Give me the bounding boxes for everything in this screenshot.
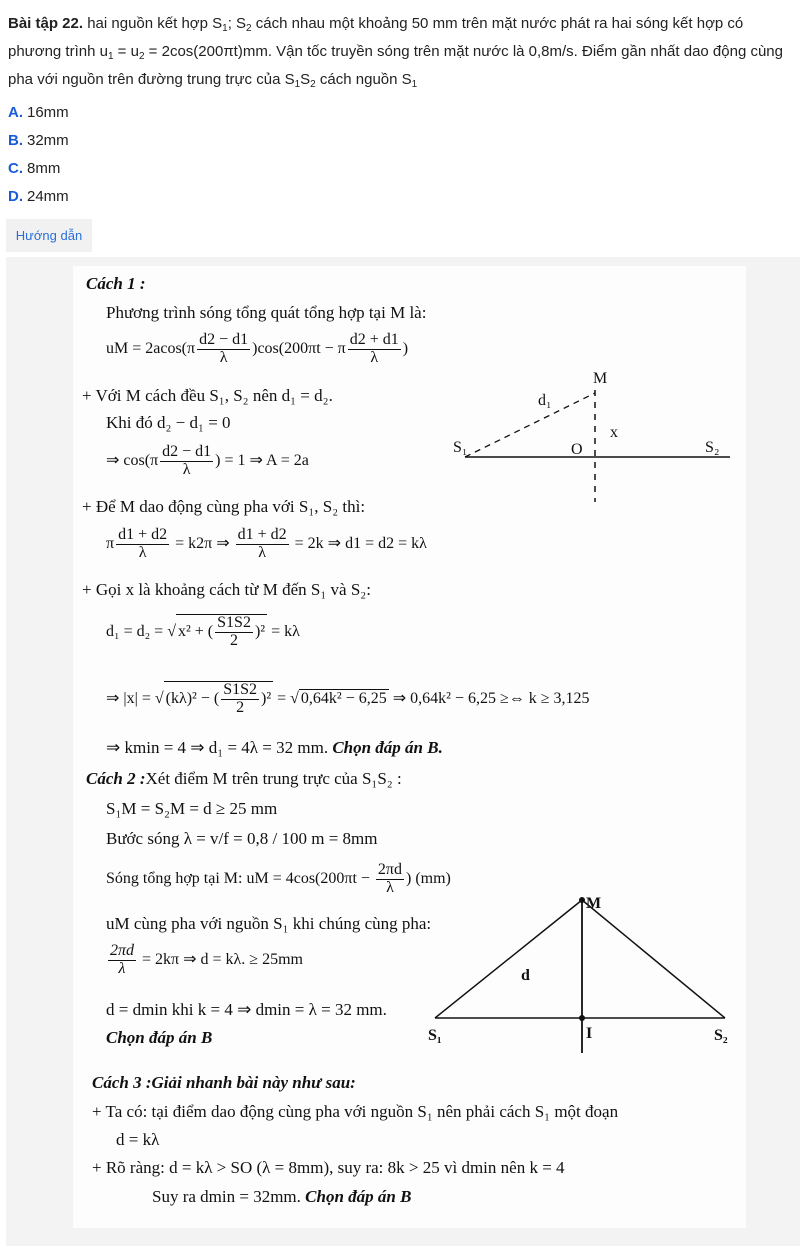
- side-s2m: [582, 900, 725, 1018]
- method2-line4: uM cùng pha với nguồn S₁ khi chúng cùng pha:: [106, 914, 432, 933]
- label-d: d: [521, 967, 530, 984]
- method2-line3: Sóng tổng hợp tại M: uM = 4cos(200πt − $\frac{2\pi d}{\lambda}$ ) (mm): [106, 861, 451, 896]
- method1-result: ⇒ kmin = 4 ⇒ d₁ = 4λ = 32 mm. Chọn đáp án B.: [106, 738, 443, 757]
- label-S2: S₂: [714, 1027, 728, 1044]
- method1-line3: + Với M cách đều S₁, S₂ nên d₁ = d₂.: [82, 386, 333, 405]
- method2-answer: Chọn đáp án B: [106, 1028, 213, 1047]
- method1-line4: Khi đó d₂ − d₁ = 0: [106, 413, 231, 432]
- method2-line1: S₁M = S₂M = d ≥ 25 mm: [106, 799, 278, 818]
- method3-line1: + Ta có: tại điểm dao động cùng pha với nguồn S₁ nên phải cách S₁ một đoạn: [92, 1102, 619, 1121]
- option-d[interactable]: D. 24mm: [8, 188, 69, 205]
- method2-line6: d = dmin khi k = 4 ⇒ dmin = λ = 32 mm.: [106, 1000, 387, 1019]
- diagram-method1: [440, 360, 740, 510]
- label-S1: S₁: [453, 439, 468, 456]
- guide-button[interactable]: Hướng dẫn: [6, 219, 92, 252]
- method1-line8: + Gọi x là khoảng cách từ M đến S₁ và S₂:: [82, 580, 371, 599]
- method1-line10: ⇒ |x| = √ (kλ)² − ( $\frac{S1S2}{2}$ )² = √ 0,64k² − 6,25 ⇒ 0,64k² − 6,25 ≥⇔ k ≥ 3,125: [106, 681, 590, 716]
- method2-title: Cách 2 :Xét điểm M trên trung trực của S₁S₂ :: [86, 769, 402, 788]
- label-d1: d₁: [538, 392, 552, 409]
- method1-line5: ⇒ cos(π $\frac{d2 - d1}{\lambda}$ ) = 1 ⇒ A = 2a: [106, 443, 309, 478]
- method3-line3: + Rõ ràng: d = kλ > SO (λ = 8mm), suy ra: 8k > 25 vì dmin nên k = 4: [92, 1158, 565, 1177]
- method2-line2: Bước sóng λ = v/f = 0,8 / 100 m = 8mm: [106, 829, 378, 848]
- label-I: I: [586, 1025, 593, 1042]
- label-S1: S₁: [428, 1027, 442, 1044]
- method1-title: Cách 1 :: [86, 274, 146, 293]
- method2-line5: $\frac{2\pi d}{\lambda}$ = 2kπ ⇒ d = kλ. ≥ 25mm: [110, 942, 303, 977]
- point-I: [579, 1015, 585, 1021]
- label-M: M: [593, 370, 608, 387]
- method3-line4: Suy ra dmin = 32mm. Chọn đáp án B: [152, 1187, 412, 1206]
- label-x: x: [610, 424, 618, 441]
- method3-line2: d = kλ: [116, 1130, 160, 1149]
- method1-line7: π $\frac{d1 + d2}{\lambda}$ = k2π ⇒ $\frac{d1 + d2}{\lambda}$ = 2k ⇒ d1 = d2 = kλ: [106, 526, 427, 561]
- side-s1m: [435, 900, 582, 1018]
- point-M: [579, 897, 585, 903]
- method1-line9: d₁ = d₂ = √ x² + ( $\frac{S1S2}{2}$ )² = kλ: [106, 614, 300, 649]
- method1-line6: + Để M dao động cùng pha với S₁, S₂ thì:: [82, 497, 366, 516]
- diagram-method2: [420, 888, 740, 1058]
- label-M: M: [586, 895, 602, 912]
- method1-line1: Phương trình sóng tổng quát tổng hợp tại M là:: [106, 303, 427, 322]
- option-a[interactable]: A. 16mm: [8, 104, 69, 121]
- method3-title: Cách 3 :Giải nhanh bài này như sau:: [92, 1073, 356, 1092]
- option-c[interactable]: C. 8mm: [8, 160, 61, 177]
- label-O: O: [571, 441, 583, 458]
- question-text: Bài tập 22. hai nguồn kết hợp $S_1$; $S_2$ cách nhau một khoảng 50 mm trên mặt nước phát ra hai sóng kết hợp có phương trình $u_1 = u_2 = 2\cos(200\pi t)mm$. Vận tốc truyền sóng trên mặt nước là 0,8m/s. Điểm gần nhất dao động cùng pha với nguồn trên đường trung trực của $S_1S_2$ cách nguồn $S_1$: [8, 15, 783, 90]
- label-S2: S₂: [705, 439, 720, 456]
- method1-formula-um: uM = 2acos(π $\frac{d2 - d1}{\lambda}$ )cos(200πt − π $\frac{d2 + d1}{\lambda}$ ): [106, 331, 409, 366]
- option-b[interactable]: B. 32mm: [8, 132, 69, 149]
